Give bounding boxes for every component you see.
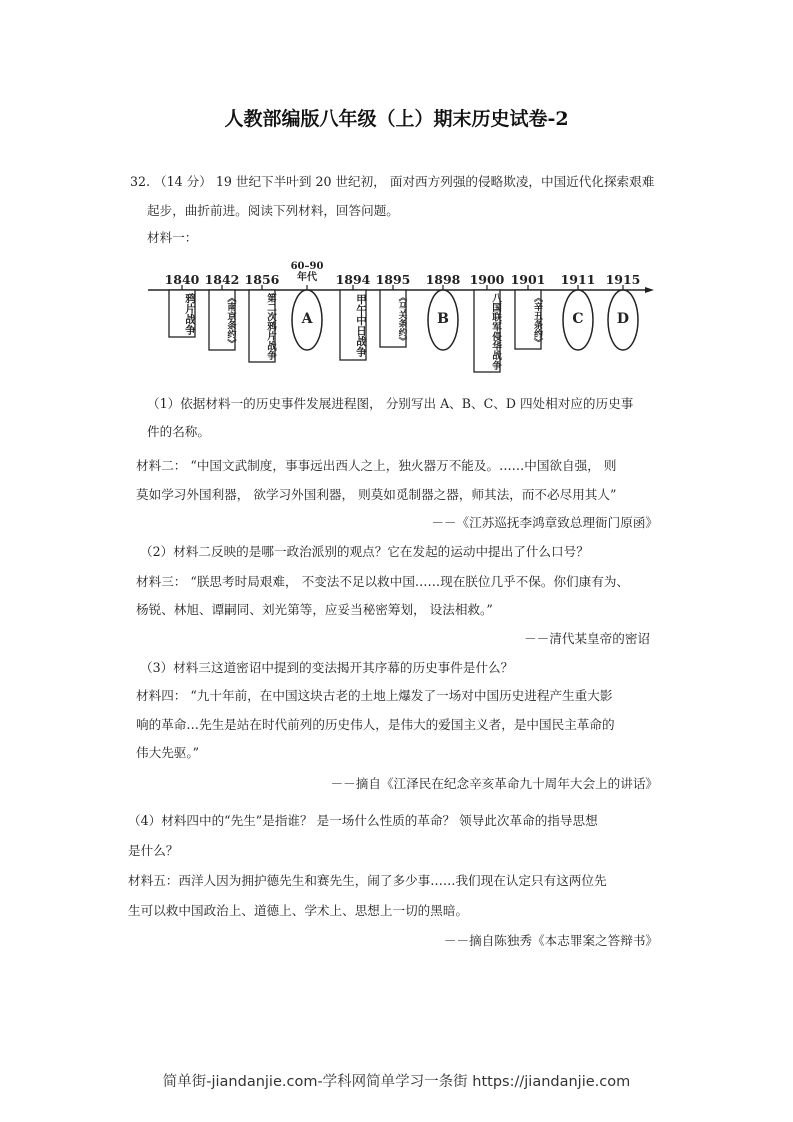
timeline-blank-letter: B (437, 311, 449, 327)
timeline-year-label: 1911 (560, 272, 596, 287)
question-intro-line: 32. （14 分） 19 世纪下半叶到 20 世纪初， 面对西方列强的侵略欺凌，中国近代化探索艰难 (130, 174, 655, 189)
material-4-text: 材料四： “九十年前，在中国这块古老的土地上爆发了一场对中国历史进程产生重大影 (136, 688, 613, 703)
timeline-year-label: 1900 (469, 272, 505, 287)
timeline-blank-letter: D (616, 311, 630, 327)
material-5-source: －－摘自陈独秀《本志罪案之答辩书》 (443, 933, 658, 948)
timeline-year-label: 1842 (204, 272, 240, 287)
timeline-year-label: 1895 (375, 272, 411, 287)
material-4-source: －－摘自《江泽民在纪念辛亥革命九十周年大会上的讲话》 (330, 776, 658, 791)
timeline-event-label: 甲午中日战争 (355, 294, 367, 357)
timeline-year-label: 60–90年代 (290, 261, 324, 283)
timeline-event-label: 第二次鸦片战争 (265, 293, 276, 360)
timeline-arrow-icon (645, 287, 654, 293)
timeline-year-label: 1894 (335, 272, 371, 287)
subquestion-1: 件的名称。 (147, 424, 210, 439)
material-2-text: 莫如学习外国利器， 欲学习外国利器， 则莫如觅制器之器，师其法，而不必尽用其人” (136, 487, 617, 502)
timeline-year-label: 1901 (510, 272, 546, 287)
material-5-text: 生可以救中国政治上、道德上、学术上、思想上一切的黑暗。 (128, 903, 469, 918)
subquestion-2: （2）材料二反映的是哪一政治派别的观点？它在发起的运动中提出了什么口号？ (140, 544, 589, 559)
timeline-blank-letter: C (572, 311, 584, 327)
subquestion-1: （1）依据材料一的历史事件发展进程图， 分别写出 A、B、C、D 四处相对应的历史事 (147, 396, 634, 411)
timeline-year-label: 1898 (425, 272, 461, 287)
timeline-event-label: 《辛丑条约》 (532, 293, 542, 347)
timeline-year-label: 1856 (244, 272, 280, 287)
material-4-text: 响的革命…先生是站在时代前列的历史伟人，是伟大的爱国主义者，是中国民主革命的 (136, 717, 615, 732)
material-5-text: 材料五：西洋人因为拥护德先生和赛先生，闹了多少事……我们现在认定只有这两位先 (128, 873, 607, 888)
timeline-blank-letter: A (301, 311, 313, 327)
subquestion-4: （4）材料四中的“先生”是指谁？ 是一场什么性质的革命？ 领导此次革命的指导思想 (128, 813, 598, 828)
material-2-text: 材料二： “中国文武制度，事事远出西人之上，独火器万不能及。……中国欲自强， 则 (136, 458, 617, 473)
footer-watermark: 简单街-jiandanjie.com-学科网简单学习一条街 https://jiandanjie.com (162, 1074, 631, 1090)
material-1-label: 材料一： (147, 230, 198, 245)
document-title: 人教部编版八年级（上）期末历史试卷-2 (224, 108, 569, 130)
material-2-source: －－《江苏巡抚李鸿章致总理衙门原函》 (431, 515, 658, 530)
material-3-text: 杨锐、林旭、谭嗣同、刘光第等，应妥当秘密筹划， 设法相救。” (136, 602, 493, 617)
timeline-year-label: 1840 (164, 272, 200, 287)
timeline-event-label: 鸦片战争 (184, 293, 196, 335)
timeline-year-label: 1915 (605, 272, 641, 287)
question-intro-line: 起步，曲折前进。阅读下列材料，回答问题。 (147, 203, 399, 218)
timeline-event-label: 八国联军侵华战争 (490, 293, 501, 370)
material-4-text: 伟大先驱。” (136, 745, 200, 760)
material-3-source: －－清代某皇帝的密诏 (524, 631, 650, 646)
subquestion-3: （3）材料三这道密诏中提到的变法揭开其序幕的历史事件是什么？ (140, 660, 514, 675)
history-timeline (140, 260, 660, 380)
timeline-event-label: 《南京条约》 (225, 293, 236, 348)
subquestion-4: 是什么？ (128, 843, 179, 858)
timeline-event-label: 《马关条约》 (397, 293, 407, 345)
material-3-text: 材料三： “朕思考时局艰难， 不变法不足以救中国……现在朕位几乎不保。你们康有为、 (136, 574, 630, 589)
